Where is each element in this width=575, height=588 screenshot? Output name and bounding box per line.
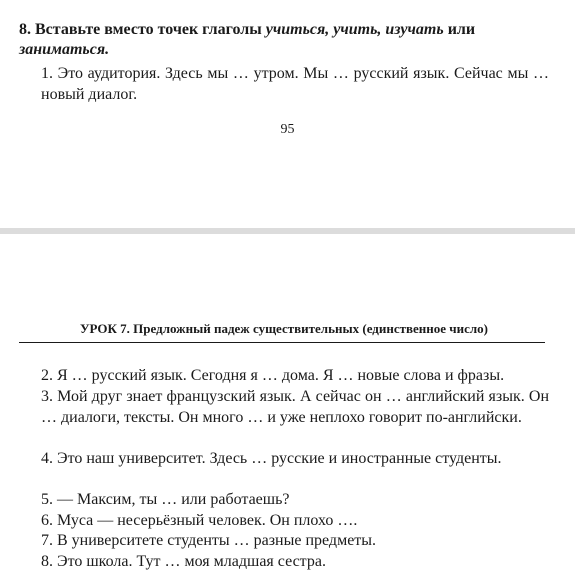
exercise-item-7: 7. В университете студенты … разные предметы. bbox=[41, 532, 377, 549]
exercise-number: 8. bbox=[19, 21, 31, 38]
exercise-item-5: 5. — Максим, ты … или работаешь? bbox=[41, 491, 290, 508]
exercise-item-2: 2. Я … русский язык. Сегодня я … дома. Я … новые слова и фразы. bbox=[41, 367, 505, 384]
page-number: 95 bbox=[280, 122, 295, 137]
running-head: УРОК 7. Предложный падеж существительных (единственное число) bbox=[79, 321, 489, 336]
exercise-connector: или bbox=[447, 21, 476, 38]
exercise-item-3: 3. Мой друг знает французский язык. А сейчас он … английский язык. Он … диалоги, тексты. Он много … и уже неплохо говорит по-английски. bbox=[41, 388, 549, 426]
exercise-verbs: учиться, учить, изучать bbox=[265, 21, 444, 38]
exercise-item-4: 4. Это наш университет. Здесь … русские и иностранные студенты. bbox=[41, 450, 502, 467]
exercise-instruction: Вставьте вместо точек глаголы bbox=[35, 21, 262, 38]
exercise-item-8: 8. Это школа. Тут … моя младшая сестра. bbox=[41, 553, 326, 570]
exercise-verb-last: заниматься. bbox=[19, 41, 110, 58]
header-rule bbox=[19, 342, 545, 343]
page-top bbox=[0, 0, 575, 228]
exercise-item-1: 1. Это аудитория. Здесь мы … утром. Мы … русский язык. Сейчас мы … новый диалог. bbox=[41, 65, 549, 103]
exercise-header bbox=[19, 20, 549, 60]
exercise-item-6: 6. Муса — несерьёзный человек. Он плохо …. bbox=[41, 512, 358, 529]
